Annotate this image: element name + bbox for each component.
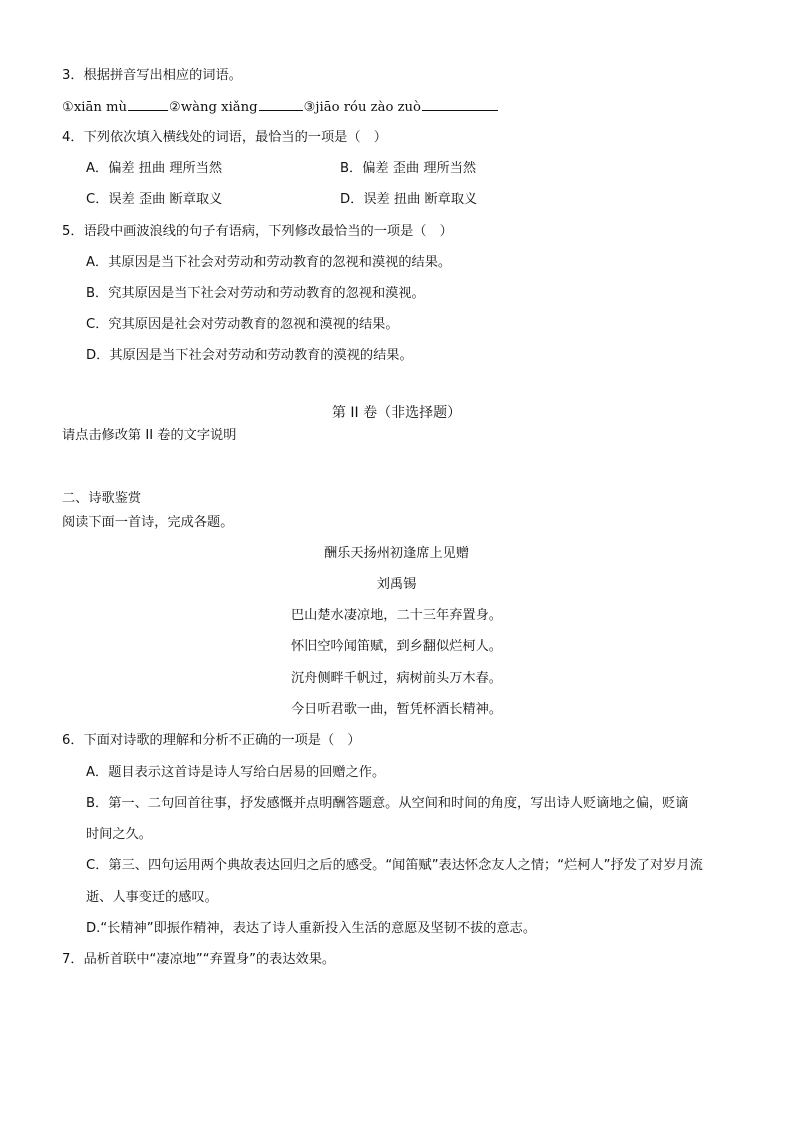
section-heading: 二、诗歌鉴赏 <box>62 491 142 506</box>
q3-pinyin-1: ①xiān mù <box>62 100 128 115</box>
q3-blank-2[interactable] <box>259 98 303 111</box>
poem-author: 刘禹锡 <box>376 577 417 592</box>
q5-option-d: D．其原因是当下社会对劳动和劳动教育的漠视的结果。 <box>86 348 413 363</box>
poem-title: 酬乐天扬州初逢席上见赠 <box>323 546 470 561</box>
q6-option-b-line2: 时间之久。 <box>86 827 152 842</box>
poem-line-2: 怀旧空吟闻笛赋，到乡翻似烂柯人。 <box>291 639 502 654</box>
q3-pinyin-3: ③jiāo róu zào zuò <box>303 100 421 115</box>
part2-note: 请点击修改第 II 卷的文字说明 <box>62 428 237 443</box>
q5-option-c: C．究其原因是社会对劳动教育的忽视和漠视的结果。 <box>86 317 399 332</box>
q3-blank-3[interactable] <box>422 98 498 111</box>
q3-pinyin-row <box>62 98 499 117</box>
q6-option-c-line1: C．第三、四句运用两个典故表达回归之后的感受。“闻笛赋”表达怀念友人之情；“烂柯人”抒发了对岁月流 <box>86 858 703 873</box>
q3-blank-1[interactable] <box>128 98 168 111</box>
q4-option-d: D．误差 扭曲 断章取义 <box>340 192 478 207</box>
q4-option-b: B．偏差 歪曲 理所当然 <box>340 161 477 176</box>
poem-line-3: 沉舟侧畔千帆过，病树前头万木春。 <box>291 671 502 686</box>
q6-option-b-line1: B．第一、二句回首往事，抒发感慨并点明酬答题意。从空间和时间的角度，写出诗人贬谪地之偏，贬谪 <box>86 796 689 811</box>
poem-line-4: 今日听君歌一曲，暂凭杯酒长精神。 <box>291 702 502 717</box>
q5-option-b: B．究其原因是当下社会对劳动和劳动教育的忽视和漠视。 <box>86 286 425 301</box>
part2-title: 第 II 卷（非选择题） <box>331 405 462 421</box>
q5-option-a: A．其原因是当下社会对劳动和劳动教育的忽视和漠视的结果。 <box>86 255 452 270</box>
q6-stem: 6．下面对诗歌的理解和分析不正确的一项是（ ） <box>62 733 361 748</box>
q6-option-a: A．题目表示这首诗是诗人写给白居易的回赠之作。 <box>86 765 386 780</box>
poem-line-1: 巴山楚水凄凉地，二十三年弃置身。 <box>291 608 502 623</box>
q4-stem: 4．下列依次填入横线处的词语，最恰当的一项是（ ） <box>62 130 387 145</box>
q6-option-d: D.“长精神”即振作精神，表达了诗人重新投入生活的意愿及坚韧不拔的意志。 <box>86 921 537 936</box>
section-instruction: 阅读下面一首诗，完成各题。 <box>62 515 234 530</box>
q6-option-c-line2: 逝、人事变迁的感叹。 <box>86 890 218 905</box>
q4-option-a: A．偏差 扭曲 理所当然 <box>86 161 223 176</box>
q3-pinyin-2: ②wàng xiǎng <box>169 100 258 115</box>
q3-stem: 3．根据拼音写出相应的词语。 <box>62 68 242 83</box>
q5-stem: 5．语段中画波浪线的句子有语病，下列修改最恰当的一项是（ ） <box>62 224 453 239</box>
q4-option-c: C．误差 歪曲 断章取义 <box>86 192 223 207</box>
q7-stem: 7．品析首联中“凄凉地”“弃置身”的表达效果。 <box>62 952 336 967</box>
